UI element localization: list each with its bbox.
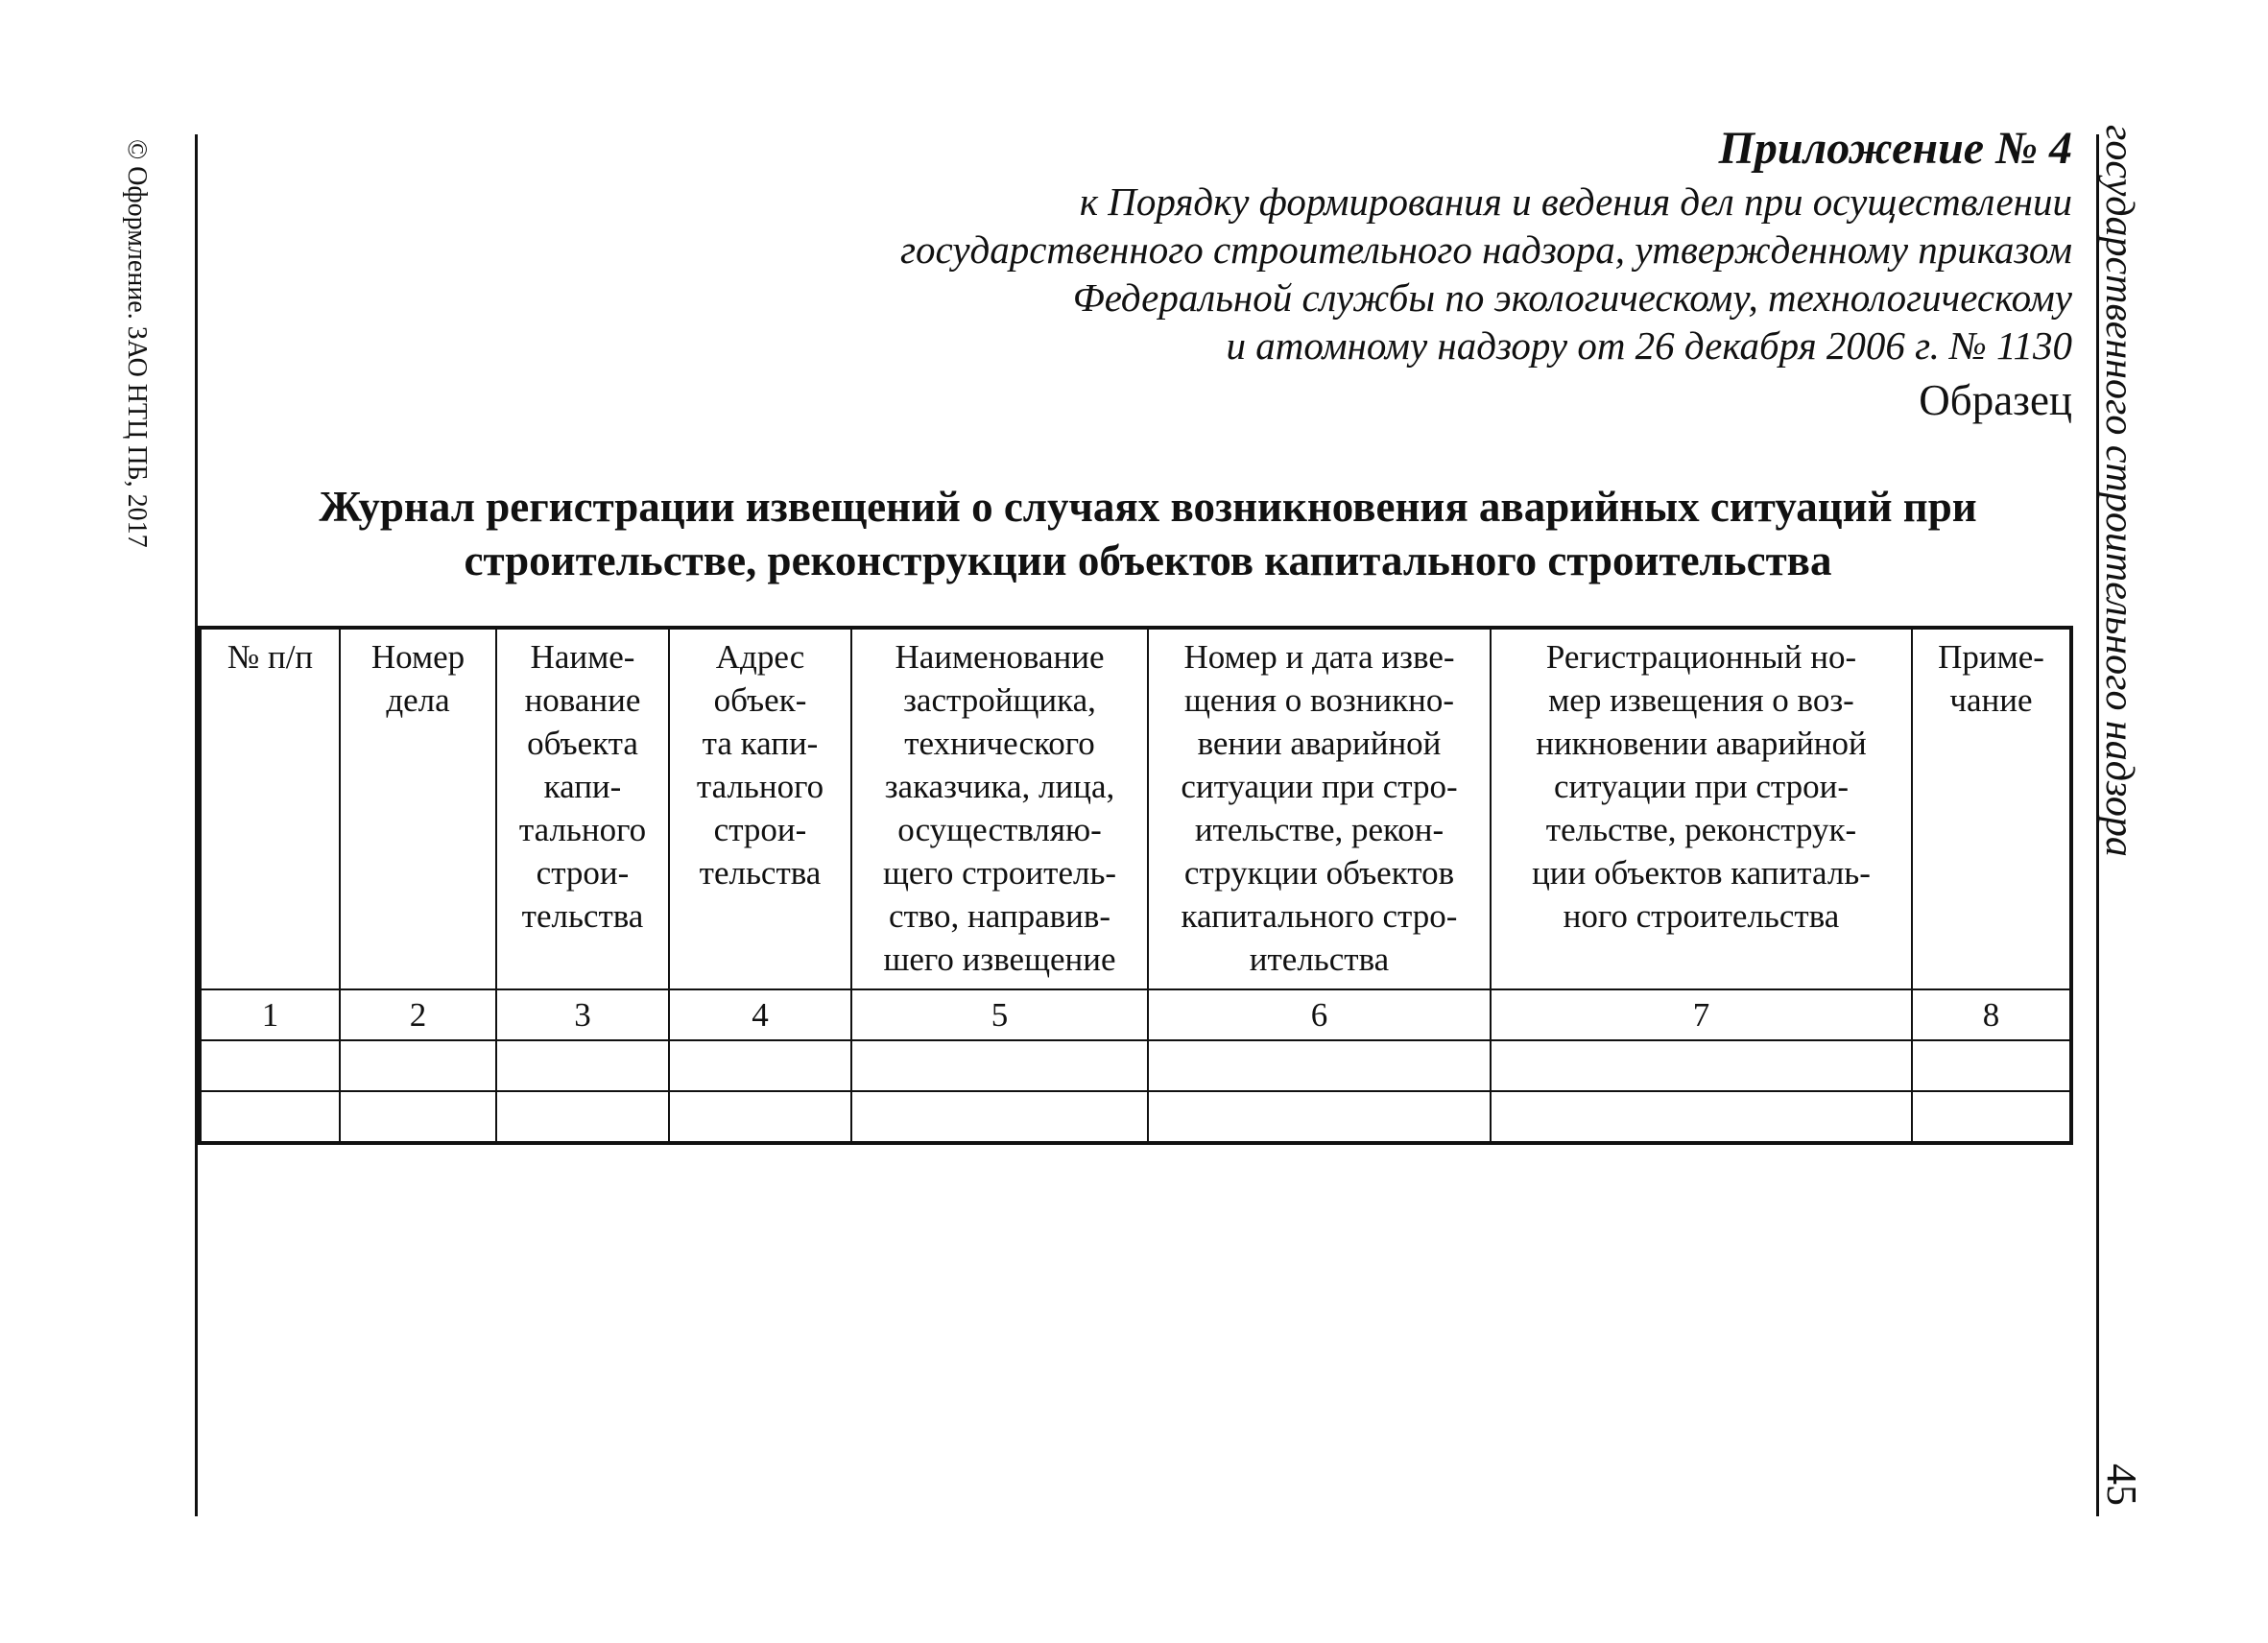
empty-cell bbox=[851, 1040, 1148, 1091]
empty-cell bbox=[1491, 1091, 1912, 1143]
column-number-cell: 4 bbox=[669, 989, 851, 1040]
copyright-note: © Оформление. ЗАО НТЦ ПБ, 2017 bbox=[122, 139, 152, 548]
column-number-cell: 7 bbox=[1491, 989, 1912, 1040]
appendix-line-4: и атомному надзору от 26 декабря 2006 г. № 1130 bbox=[1226, 323, 2072, 368]
empty-cell bbox=[496, 1040, 669, 1091]
journal-title-line-2: строительстве, реконструкции объектов капитального строительства bbox=[464, 536, 1832, 584]
register-table bbox=[198, 626, 2073, 1145]
empty-cell bbox=[1491, 1040, 1912, 1091]
empty-cell bbox=[340, 1040, 496, 1091]
header-cell: Адрес объек- та капи- тального строи- тельства bbox=[669, 628, 851, 989]
appendix-line-1: к Порядку формирования и ведения дел при осуществлении bbox=[1079, 179, 2072, 224]
empty-cell bbox=[669, 1091, 851, 1143]
journal-title-line-1: Журнал регистрации извещений о случаях возникновения аварийных ситуаций при bbox=[319, 483, 1977, 531]
empty-cell bbox=[340, 1091, 496, 1143]
empty-cell bbox=[1912, 1091, 2071, 1143]
empty-cell bbox=[200, 1040, 340, 1091]
header-cell: Регистрационный но- мер извещения о воз- никновении аварийной ситуации при строи- тельстве, реконструк- ции объектов капиталь- ного строительства bbox=[1491, 628, 1912, 989]
empty-cell bbox=[1148, 1040, 1491, 1091]
header-row bbox=[200, 628, 2071, 989]
header-cell: Наиме- нование объекта капи- тального строи- тельства bbox=[496, 628, 669, 989]
column-number-cell: 5 bbox=[851, 989, 1148, 1040]
column-number-cell: 8 bbox=[1912, 989, 2071, 1040]
column-number-cell: 3 bbox=[496, 989, 669, 1040]
appendix-header bbox=[900, 120, 2072, 429]
appendix-line-3: Федеральной службы по экологическому, технологическому bbox=[1072, 275, 2072, 320]
column-number-cell: 2 bbox=[340, 989, 496, 1040]
empty-cell bbox=[1148, 1091, 1491, 1143]
empty-row bbox=[200, 1091, 2071, 1143]
header-cell: Номер дела bbox=[340, 628, 496, 989]
column-number-cell: 6 bbox=[1148, 989, 1491, 1040]
empty-cell bbox=[851, 1091, 1148, 1143]
empty-cell bbox=[1912, 1040, 2071, 1091]
running-title: государственного строительного надзора bbox=[2097, 125, 2141, 857]
empty-cell bbox=[669, 1040, 851, 1091]
appendix-line-2: государственного строительного надзора, утвержденному приказом bbox=[899, 227, 2072, 272]
empty-row bbox=[200, 1040, 2071, 1091]
empty-cell bbox=[200, 1091, 340, 1143]
column-number-cell: 1 bbox=[200, 989, 340, 1040]
appendix-title: Приложение № 4 bbox=[1718, 123, 2072, 174]
header-cell: Номер и дата изве- щения о возникно- вении аварийной ситуации при стро- ительстве, рекон- струкции объектов капитального стро- ительства bbox=[1148, 628, 1491, 989]
header-cell: № п/п bbox=[200, 628, 340, 989]
page-number: 45 bbox=[2098, 1464, 2145, 1506]
sample-label: Образец bbox=[1919, 376, 2072, 424]
journal-title bbox=[200, 480, 2096, 587]
column-number-row bbox=[200, 989, 2071, 1040]
header-cell: Приме- чание bbox=[1912, 628, 2071, 989]
header-cell: Наименование застройщика, технического заказчика, лица, осуществляю- щего строитель- ство, направив- шего извещение bbox=[851, 628, 1148, 989]
empty-cell bbox=[496, 1091, 669, 1143]
